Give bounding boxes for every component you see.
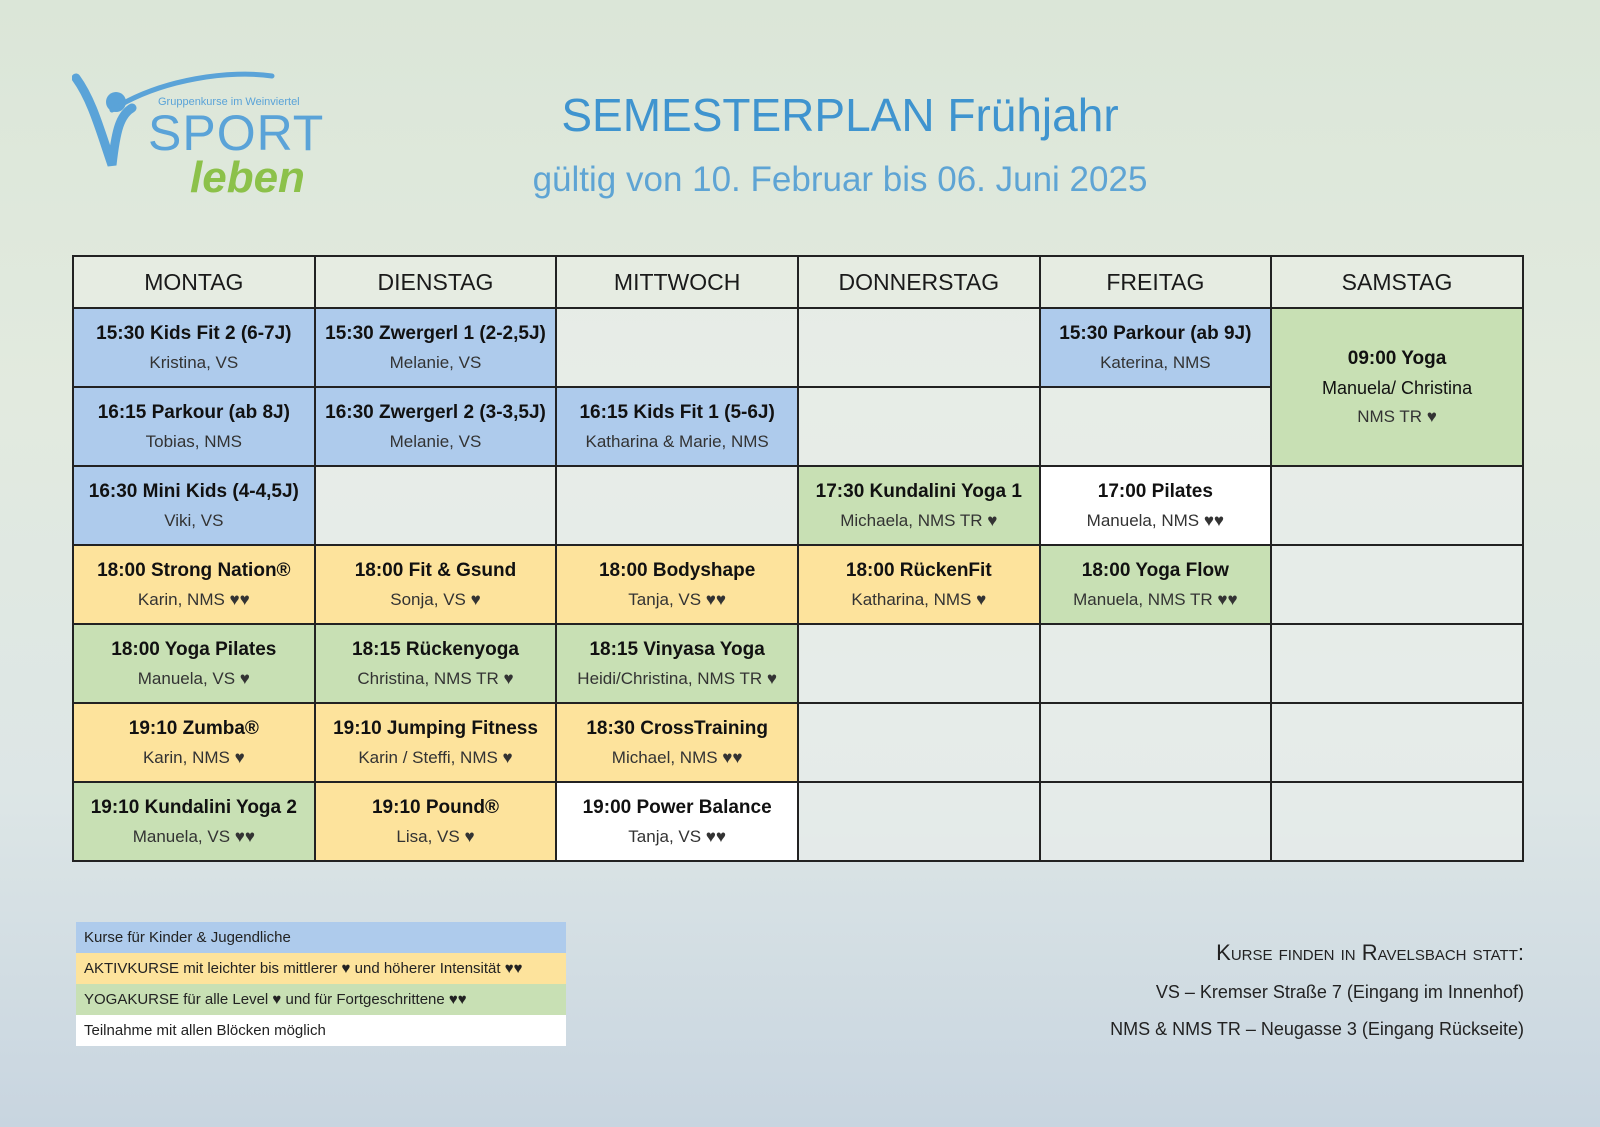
empty-cell [1271,782,1523,861]
course-title: 17:30 Kundalini Yoga 1 [815,480,1022,502]
course-cell-mon3 [73,466,315,545]
course-trainer: Tobias, NMS [145,431,243,451]
logo-leben-word: leben [190,153,305,202]
table-row [73,703,1523,782]
course-trainer: Michael, NMS ♥♥ [611,747,743,767]
course-cell-tue5 [315,624,557,703]
location-nms: NMS & NMS TR – Neugasse 3 (Eingang Rückseite) [1110,1019,1524,1039]
location-heading: Kurse finden in Ravelsbach statt: [1216,940,1524,965]
empty-cell [798,308,1040,387]
course-trainer: Sonja, VS ♥ [390,589,481,609]
header-row [73,256,1523,308]
course-trainer: Karin / Steffi, NMS ♥ [358,747,513,767]
course-title: 19:10 Zumba® [128,717,259,739]
course-trainer: Karin, NMS ♥♥ [137,589,250,609]
empty-cell [1271,466,1523,545]
course-trainer: Tanja, VS ♥♥ [628,589,726,609]
course-title: 18:00 Fit & Gsund [354,559,517,581]
course-trainer: Christina, NMS TR ♥ [357,668,514,688]
course-title: 18:00 RückenFit [845,559,992,581]
course-title: 18:00 Bodyshape [598,559,756,581]
empty-cell [798,782,1040,861]
course-title: 18:00 Yoga Flow [1081,559,1229,581]
day-header-wednesday: MITTWOCH [556,256,798,308]
table-row [73,782,1523,861]
course-cell-wed4 [556,545,798,624]
course-cell-fri1 [1040,308,1271,387]
table-row [73,624,1523,703]
course-trainer: Tanja, VS ♥♥ [628,826,726,846]
course-title: 18:15 Vinyasa Yoga [589,638,765,660]
course-cell-fri3 [1040,466,1271,545]
course-cell-sat1 [1271,308,1523,466]
course-title: 19:00 Power Balance [582,796,772,818]
course-cell-fri4 [1040,545,1271,624]
empty-cell [1040,387,1271,466]
course-title: 16:30 Zwergerl 2 (3-3,5J) [325,401,546,423]
course-cell-mon1 [73,308,315,387]
legend-yoga: YOGAKURSE für alle Level ♥ und für Fortgeschrittene ♥♥ [76,984,566,1015]
course-trainer: Manuela, NMS ♥♥ [1086,510,1225,530]
logo-sport-word: SPORT [148,105,325,161]
empty-cell [556,466,798,545]
color-legend [76,922,566,1046]
page-title: SEMESTERPLAN Frühjahr [561,89,1119,141]
course-cell-mon6 [73,703,315,782]
course-trainer: Lisa, VS ♥ [396,826,475,846]
course-trainer: Viki, VS [164,510,224,530]
course-trainer: Kristina, VS [149,352,239,372]
course-trainer: Karin, NMS ♥ [142,747,245,767]
course-cell-mon4 [73,545,315,624]
course-cell-tue7 [315,782,557,861]
day-header-monday: MONTAG [73,256,315,308]
table-row [73,308,1523,387]
legend-aktiv: AKTIVKURSE mit leichter bis mittlerer ♥ und höherer Intensität ♥♥ [76,953,566,984]
course-cell-tue4 [315,545,557,624]
course-title: 16:15 Kids Fit 1 (5-6J) [579,401,775,423]
empty-cell [1271,545,1523,624]
empty-cell [315,466,557,545]
empty-cell [1040,782,1271,861]
course-cell-mon5 [73,624,315,703]
course-cell-wed2 [556,387,798,466]
course-title: 17:00 Pilates [1097,480,1213,502]
course-title: 18:15 Rückenyoga [352,638,519,660]
course-trainer: Melanie, VS [389,431,482,451]
course-trainer: Michaela, NMS TR ♥ [840,510,998,530]
page-subtitle: gültig von 10. Februar bis 06. Juni 2025 [532,160,1148,199]
empty-cell [1040,624,1271,703]
course-cell-thu4 [798,545,1040,624]
table-row [73,545,1523,624]
empty-cell [1271,624,1523,703]
course-title: 09:00 Yoga [1347,347,1447,369]
course-trainer: Manuela, VS ♥ [137,668,250,688]
course-title: 18:00 Yoga Pilates [111,638,277,660]
course-title: 18:00 Strong Nation® [97,559,291,581]
table-row [73,466,1523,545]
course-cell-mon7 [73,782,315,861]
day-header-thursday: DONNERSTAG [798,256,1040,308]
course-trainer: Manuela/ Christina [1322,377,1473,398]
schedule-table [72,255,1524,862]
course-title: 15:30 Zwergerl 1 (2-2,5J) [325,322,546,344]
location-info [1110,940,1524,1040]
course-cell-tue6 [315,703,557,782]
empty-cell [798,387,1040,466]
course-location: NMS TR ♥ [1357,406,1437,426]
course-title: 19:10 Pound® [371,796,499,818]
course-trainer: Melanie, VS [389,352,482,372]
legend-all-blocks: Teilnahme mit allen Blöcken möglich [76,1015,566,1046]
location-vs: VS – Kremser Straße 7 (Eingang im Innenhof) [1155,982,1524,1002]
course-title: 15:30 Kids Fit 2 (6-7J) [96,322,292,344]
empty-cell [798,703,1040,782]
course-title: 16:15 Parkour (ab 8J) [97,401,290,423]
course-title: 19:10 Jumping Fitness [333,717,538,739]
logo-tagline: Gruppenkurse im Weinviertel [158,96,300,108]
course-trainer: Katerina, NMS [1100,352,1211,372]
legend-kids: Kurse für Kinder & Jugendliche [76,922,566,953]
course-cell-wed7 [556,782,798,861]
course-trainer: Manuela, NMS TR ♥♥ [1073,589,1238,609]
course-trainer: Heidi/Christina, NMS TR ♥ [577,668,777,688]
empty-cell [1271,703,1523,782]
sportleben-logo [72,70,332,220]
day-header-friday: FREITAG [1040,256,1271,308]
course-cell-wed6 [556,703,798,782]
course-trainer: Manuela, VS ♥♥ [132,826,255,846]
course-title: 19:10 Kundalini Yoga 2 [90,796,297,818]
day-header-tuesday: DIENSTAG [315,256,557,308]
course-title: 16:30 Mini Kids (4-4,5J) [88,480,299,502]
course-cell-tue2 [315,387,557,466]
course-cell-tue1 [315,308,557,387]
course-title: 15:30 Parkour (ab 9J) [1059,322,1252,344]
course-title: 18:30 CrossTraining [586,717,768,739]
course-cell-mon2 [73,387,315,466]
empty-cell [1040,703,1271,782]
course-trainer: Katharina & Marie, NMS [585,431,769,451]
course-cell-wed5 [556,624,798,703]
course-trainer: Katharina, NMS ♥ [851,589,987,609]
course-cell-thu3 [798,466,1040,545]
day-header-saturday: SAMSTAG [1271,256,1523,308]
empty-cell [556,308,798,387]
empty-cell [798,624,1040,703]
